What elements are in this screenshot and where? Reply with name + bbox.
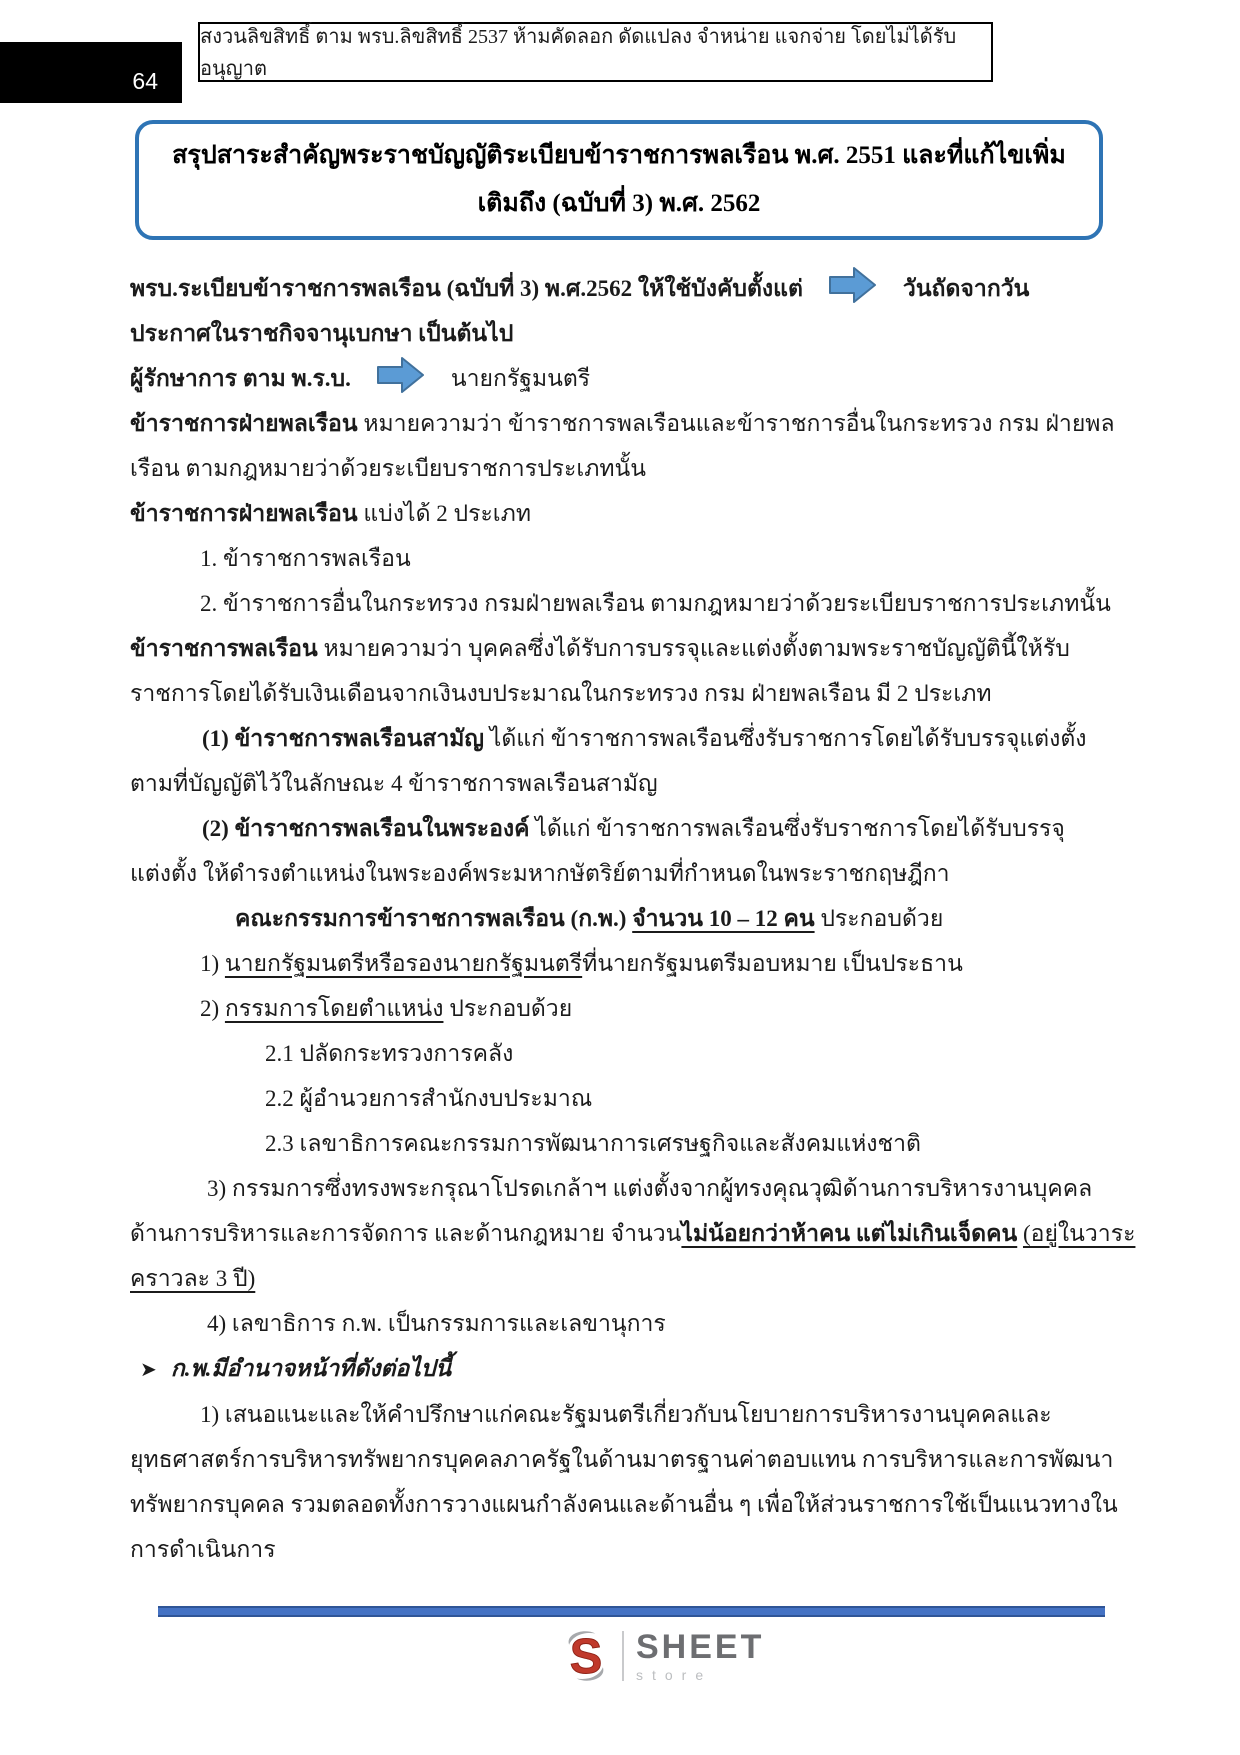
body-line xyxy=(130,446,1115,491)
text-run: ผู้รักษาการ ตาม พ.ร.บ. xyxy=(130,366,351,391)
text-run: ยุทธศาสตร์การบริหารทรัพยากรบุคคลภาครัฐในด้านมาตรฐานค่าตอบแทน การบริหารและการพัฒนา xyxy=(130,1447,1114,1472)
footer-divider-bar xyxy=(158,1606,1105,1617)
summary-title-box xyxy=(135,120,1103,240)
logo-s-icon xyxy=(556,1626,616,1686)
copyright-notice-box xyxy=(198,22,993,82)
text-run: 2.2 ผู้อำนวยการสำนักงบประมาณ xyxy=(265,1086,593,1111)
text-run: พรบ.ระเบียบข้าราชการพลเรือน (ฉบับที่ 3) พ.ศ.2562 ให้ใช้บังคับตั้งแต่ xyxy=(130,276,803,301)
body-line xyxy=(130,1301,1115,1346)
body-line xyxy=(130,1076,1115,1121)
text-run: ประกอบด้วย xyxy=(443,996,573,1021)
text-run: นายกรัฐมนตรีหรือรองนายกรัฐมนตรี xyxy=(224,951,583,976)
body-line xyxy=(130,1211,1136,1256)
text-run: คณะกรรมการข้าราชการพลเรือน (ก.พ.) xyxy=(235,906,633,931)
text-run: หมายความว่า บุคคลซึ่งได้รับการบรรจุและแต่งตั้งตามพระราชบัญญัตินี้ให้รับ xyxy=(317,636,1070,661)
text-run: ด้านการบริหารและการจัดการ และด้านกฎหมาย จำนวน xyxy=(130,1221,682,1246)
summary-title-text: สรุปสาระสำคัญพระราชบัญญัติระเบียบข้าราชการพลเรือน พ.ศ. 2551 และที่แก้ไขเพิ่มเติมถึง (ฉบับที่ 3) พ.ศ. 2562 xyxy=(172,142,1066,217)
text-run: กรรมการโดยตำแหน่ง xyxy=(224,996,444,1021)
sheet-store-logo xyxy=(556,1626,764,1686)
body-line xyxy=(130,1166,1115,1211)
logo-divider xyxy=(622,1631,624,1681)
forward-arrow-icon xyxy=(829,267,877,303)
text-run: เรือน ตามกฎหมายว่าด้วยระเบียบราชการประเภทนั้น xyxy=(130,456,647,481)
text-run: ได้แก่ ข้าราชการพลเรือนซึ่งรับราชการโดยได้รับบรรจุ xyxy=(529,816,1065,841)
body-line xyxy=(130,1392,1115,1437)
text-run: ได้แก่ ข้าราชการพลเรือนซึ่งรับราชการโดยได้รับบรรจุแต่งตั้ง xyxy=(484,726,1087,751)
text-run: แต่งตั้ง ให้ดำรงตำแหน่งในพระองค์พระมหากษัตริย์ตามที่กำหนดในพระราชกฤษฎีกา xyxy=(130,861,950,886)
logo-subtext: store xyxy=(636,1667,713,1683)
body-line xyxy=(130,491,1115,536)
text-run: ข้าราชการฝ่ายพลเรือน xyxy=(130,411,358,436)
text-run: ทรัพยากรบุคคล รวมตลอดทั้งการวางแผนกำลังคนและด้านอื่น ๆ เพื่อให้ส่วนราชการใช้เป็นแนวทางใน xyxy=(130,1492,1118,1517)
body-line xyxy=(130,536,1115,581)
body-line xyxy=(130,581,1115,626)
text-run: ข้าราชการพลเรือน xyxy=(130,636,318,661)
text-run: ก.พ.มีอำนาจหน้าที่ดังต่อไปนี้ xyxy=(170,1356,452,1381)
text-run: ราชการโดยได้รับเงินเดือนจากเงินงบประมาณในกระทรวง กรม ฝ่ายพลเรือน มี 2 ประเภท xyxy=(130,681,992,706)
text-run: นายกรัฐมนตรี xyxy=(450,366,591,391)
text-run: 1) xyxy=(200,951,225,976)
text-run: จำนวน 10 – 12 คน xyxy=(632,906,815,931)
text-run: 3) กรรมการซึ่งทรงพระกรุณาโปรดเกล้าฯ แต่งตั้งจากผู้ทรงคุณวุฒิด้านการบริหารงานบุคคล xyxy=(207,1176,1093,1201)
text-run: (อยู่ในวาระ xyxy=(1022,1221,1136,1246)
body-line xyxy=(130,401,1115,446)
arrow-bullet-icon: ➤ xyxy=(140,1357,157,1381)
text-run: 2. ข้าราชการอื่นในกระทรวง กรมฝ่ายพลเรือน ตามกฎหมายว่าด้วยระเบียบราชการประเภทนั้น xyxy=(200,591,1111,616)
page-number: 64 xyxy=(132,68,158,94)
svg-text:S: S xyxy=(569,1629,603,1684)
body-line xyxy=(130,986,1115,1031)
body-line xyxy=(130,896,1115,941)
text-run: หมายความว่า ข้าราชการพลเรือนและข้าราชการอื่นในกระทรวง กรม ฝ่ายพล xyxy=(357,411,1115,436)
body-line xyxy=(130,806,1115,851)
body-line xyxy=(130,1482,1118,1527)
logo-text: SHEET xyxy=(636,1628,765,1666)
body-line xyxy=(130,716,1115,761)
text-run: ประกาศในราชกิจจานุเบกษา เป็นต้นไป xyxy=(130,321,514,346)
text-run: แบ่งได้ 2 ประเภท xyxy=(357,501,531,526)
text-run: วันถัดจากวัน xyxy=(902,276,1030,301)
body-line xyxy=(130,1527,1115,1572)
page-number-box xyxy=(0,42,182,103)
text-run: ข้าราชการฝ่ายพลเรือน xyxy=(130,501,358,526)
text-run: ไม่น้อยกว่าห้าคน แต่ไม่เกินเจ็ดคน xyxy=(681,1221,1018,1246)
body-line xyxy=(130,1256,1115,1301)
text-run: 1) เสนอแนะและให้คำปรึกษาแก่คณะรัฐมนตรีเกี่ยวกับนโยบายการบริหารงานบุคคลและ xyxy=(200,1402,1052,1427)
copyright-text: สงวนลิขสิทธิ์ ตาม พรบ.ลิขสิทธิ์ 2537 ห้ามคัดลอก ดัดแปลง จำหน่าย แจกจ่าย โดยไม่ได้รับอนุญาต xyxy=(200,26,957,80)
text-run: (1) ข้าราชการพลเรือนสามัญ xyxy=(202,726,484,751)
body-line xyxy=(130,761,1115,806)
document-body xyxy=(130,266,1136,1572)
text-run: 4) เลขาธิการ ก.พ. เป็นกรรมการและเลขานุการ xyxy=(207,1311,666,1336)
body-line xyxy=(130,356,1115,401)
forward-arrow-icon xyxy=(377,357,425,393)
body-line xyxy=(130,1031,1115,1076)
body-line xyxy=(130,266,1115,311)
text-run: (2) ข้าราชการพลเรือนในพระองค์ xyxy=(202,816,530,841)
text-run: 2.1 ปลัดกระทรวงการคลัง xyxy=(265,1041,514,1066)
body-line xyxy=(130,1346,1115,1392)
text-run: 2) xyxy=(200,996,225,1021)
body-line xyxy=(130,626,1115,671)
text-run: 2.3 เลขาธิการคณะกรรมการพัฒนาการเศรษฐกิจและสังคมแห่งชาติ xyxy=(265,1131,921,1156)
body-line xyxy=(130,851,1115,896)
text-run: ที่นายกรัฐมนตรีมอบหมาย เป็นประธาน xyxy=(582,951,963,976)
text-run: คราวละ 3 ปี) xyxy=(130,1266,256,1291)
body-line xyxy=(130,1121,1115,1166)
text-run: ประกอบด้วย xyxy=(814,906,944,931)
body-line xyxy=(130,671,1115,716)
body-line xyxy=(130,941,1115,986)
body-line xyxy=(130,311,1115,356)
body-line xyxy=(130,1437,1115,1482)
text-run: ตามที่บัญญัติไว้ในลักษณะ 4 ข้าราชการพลเรือนสามัญ xyxy=(130,771,658,796)
text-run: การดำเนินการ xyxy=(130,1537,276,1562)
text-run: 1. ข้าราชการพลเรือน xyxy=(200,546,411,571)
